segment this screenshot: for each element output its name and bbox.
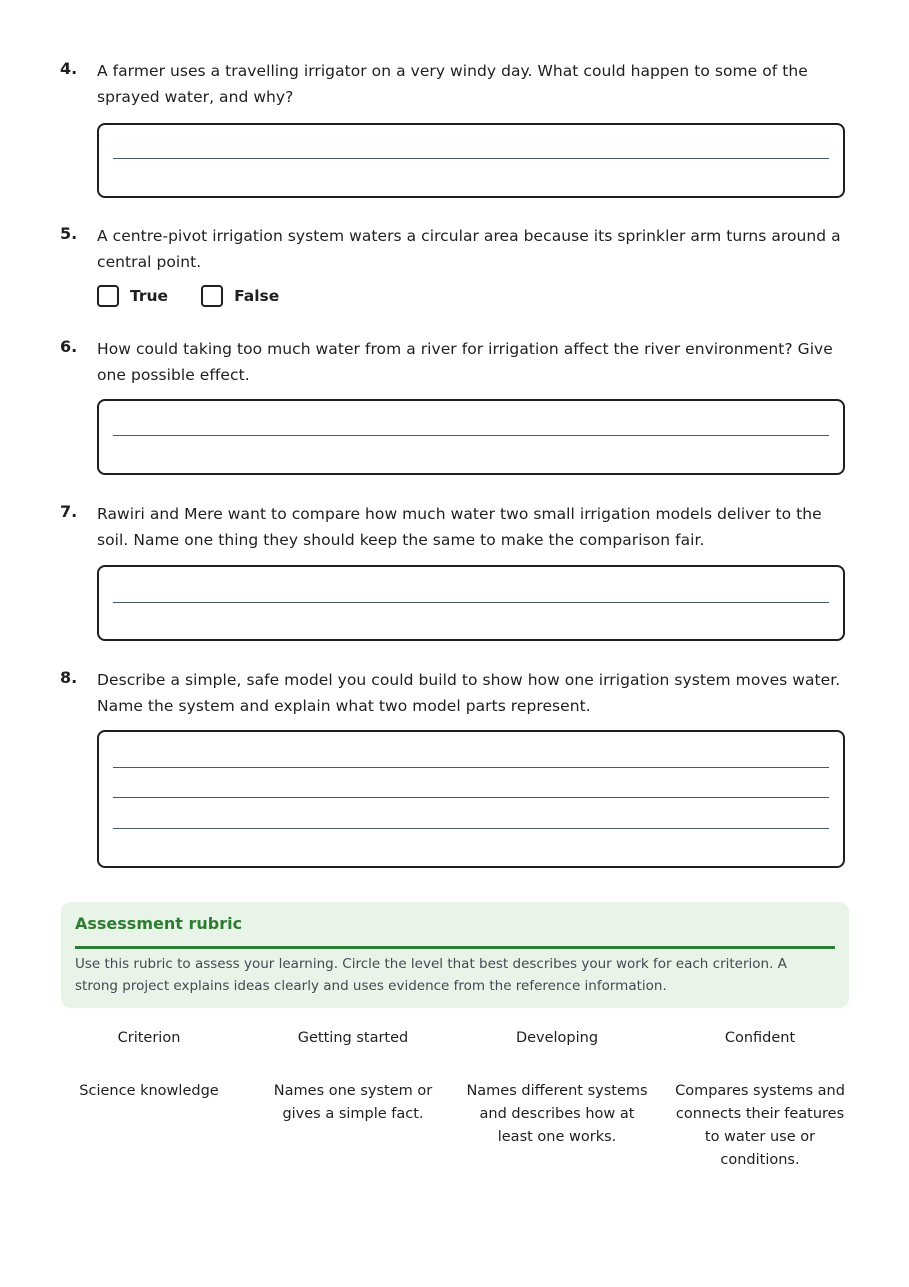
cell-getting-started[interactable]: Names one system or gives a simple fact.: [273, 1083, 433, 1122]
header-confident: Confident: [724, 1030, 796, 1046]
answer-line: [113, 797, 829, 798]
header-criterion: Criterion: [117, 1030, 181, 1046]
option-true[interactable]: [97, 285, 168, 307]
question-number: 6.: [60, 337, 78, 356]
checkbox-true[interactable]: [97, 285, 119, 307]
answer-box-7[interactable]: [97, 565, 845, 641]
rubric-row: [47, 1054, 861, 1172]
rubric-table: [47, 1030, 861, 1172]
question-text: How could taking too much water from a river for irrigation affect the river environment? Give one possible effect.: [97, 340, 833, 384]
rubric-header-row: [47, 1030, 861, 1054]
question-number: 4.: [60, 59, 78, 78]
answer-box-8[interactable]: [97, 730, 845, 868]
question-text: Describe a simple, safe model you could build to show how one irrigation system moves water. Name the system and explain what two model parts represent.: [97, 671, 841, 715]
rubric-panel: [61, 902, 849, 1008]
answer-line: [113, 158, 829, 159]
checkbox-false[interactable]: [201, 285, 223, 307]
question-number: 8.: [60, 668, 78, 687]
option-false[interactable]: [201, 285, 279, 307]
cell-developing[interactable]: Names different systems and describes how at least one works.: [466, 1083, 648, 1145]
answer-line: [113, 767, 829, 768]
cell-criterion: Science knowledge: [79, 1083, 219, 1099]
true-false-options: [97, 285, 312, 307]
answer-box-6[interactable]: [97, 399, 845, 475]
header-getting-started: Getting started: [297, 1030, 409, 1046]
option-true-label: True: [130, 287, 169, 305]
rubric-title: Assessment rubric: [75, 914, 243, 933]
answer-line: [113, 602, 829, 603]
question-text: A centre-pivot irrigation system waters a circular area because its sprinkler arm turns around a central point.: [97, 227, 841, 271]
rubric-divider: [75, 946, 835, 949]
option-false-label: False: [234, 287, 280, 305]
question-number: 5.: [60, 224, 78, 243]
answer-box-4[interactable]: [97, 123, 845, 198]
cell-confident[interactable]: Compares systems and connects their features to water use or conditions.: [675, 1083, 845, 1168]
answer-line: [113, 828, 829, 829]
question-text: Rawiri and Mere want to compare how much water two small irrigation models deliver to the soil. Name one thing they should keep the same to make the comparison fair.: [97, 505, 822, 549]
question-text: A farmer uses a travelling irrigator on a very windy day. What could happen to some of the sprayed water, and why?: [97, 62, 808, 106]
answer-line: [113, 435, 829, 436]
question-number: 7.: [60, 502, 78, 521]
header-developing: Developing: [515, 1030, 599, 1046]
rubric-description: Use this rubric to assess your learning. Circle the level that best describes your work for each criterion. A strong project explains ideas clearly and uses evidence from the reference information.: [75, 956, 787, 994]
